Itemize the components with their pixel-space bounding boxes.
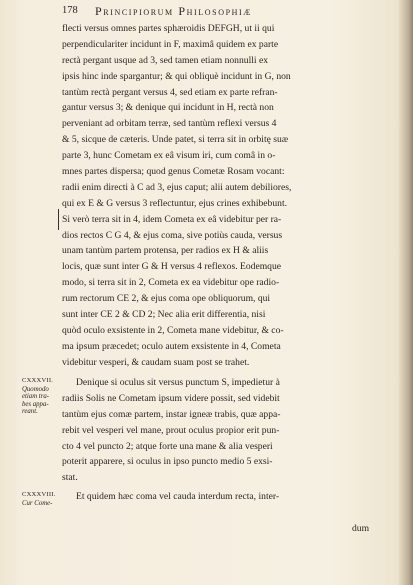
- text-line: parte 3, hunc Cometam ex eâ visum iri, cum comâ in o-: [62, 150, 276, 162]
- margin-note-line: Cur Come-: [22, 499, 53, 507]
- text-line: Denique si oculus sit versus punctum S, impedietur à: [76, 377, 280, 388]
- text-line: quòd oculo exsistente in 2, Cometa mane videbitur, & co-: [62, 324, 284, 336]
- text-line: unam tantùm partem protensa, per radios ex H & aliis: [62, 245, 269, 257]
- text-line: Si verò terra sit in 4, idem Cometa ex eâ videbitur per ra-: [62, 213, 282, 225]
- text-line: locis, quæ sunt inter G & H versus 4 reflexos. Eodemque: [62, 261, 282, 273]
- paragraph-2: [62, 375, 392, 486]
- text-line: rum rectorum CE 2, & ejus coma ope obliquorum, qui: [62, 293, 271, 305]
- text-line: perveniant ad orbitam terræ, sed tantùm reflexi versus 4: [62, 118, 277, 130]
- paragraph-3: [62, 489, 392, 505]
- text-line: modo, si terra sit in 2, Cometa ex ea videbitur ope radio-: [62, 277, 280, 289]
- text-line: ma ipsum præcedet; oculo autem exsistente in 4, Cometa: [62, 340, 281, 352]
- running-title: Principiorum Philosophiæ: [95, 4, 252, 18]
- text-line: poterit apparere, si oculus in ipso puncto medio 5 exsi-: [62, 456, 273, 468]
- margin-note-line: bes appa-: [22, 400, 49, 408]
- margin-note-138: [22, 491, 55, 507]
- text-line: dios rectos C G 4, & ejus coma, sive potiùs cauda, versus: [62, 229, 283, 241]
- text-line: & 5, sicque de cæteris. Unde patet, si terra sit in orbitę suæ: [62, 134, 289, 146]
- text-line: radiis Solis ne Cometam ipsum videre possit, sed videbit: [62, 392, 280, 404]
- page-header: [62, 5, 392, 21]
- text-line: ipsis hinc inde spargantur; & qui obliquè incidunt in G, non: [62, 70, 291, 82]
- text-line: qui ex E & G versus 3 reflectuntur, ejus crines exhibebunt.: [62, 197, 288, 209]
- text-line: gantur versus 3; & denique qui incidunt in H, rectà non: [62, 102, 274, 114]
- text-line: sunt inter CE 2 & CD 2; Nec alia erit differentia, nisi: [62, 309, 266, 321]
- text-line: cto 4 vel puncto 2; atque forte una mane & alia vesperi: [62, 440, 273, 452]
- margin-note-line: reant.: [22, 408, 38, 416]
- margin-note-137: [22, 377, 53, 416]
- catchword: dum: [352, 523, 370, 534]
- text-line: perpendiculariter incidunt in F, maximâ quidem ex parte: [62, 38, 279, 50]
- page-edge: [399, 0, 413, 585]
- text-line: tantùm ejus comæ partem, instar igneæ trabis, quæ appa-: [62, 408, 281, 420]
- text-line: flecti versus omnes partes sphæroidis DEFGH, ut ii qui: [62, 23, 275, 34]
- text-line: stat.: [62, 472, 78, 484]
- text-line: videbitur vesperi, & caudam suam post se trahet.: [62, 356, 250, 368]
- text-line: tantùm rectà pergant versus 4, sed etiam ex parte refran-: [62, 86, 278, 98]
- margin-note-line: etiam tra-: [22, 393, 49, 401]
- margin-note-number: CXXXVII.: [22, 377, 54, 384]
- text-line: Et quidem hæc coma vel cauda interdum recta, inter-: [76, 491, 280, 502]
- margin-note-line: Quomodo: [22, 385, 49, 393]
- text-line: rebit vel vesperi vel mane, prout oculus propior erit pun-: [62, 424, 280, 436]
- text-line: radii enim directi à C ad 3, ejus caput; alii autem debiliores,: [62, 181, 292, 193]
- text-line: rectà pergant usque ad 3, sed tamen etiam nonnulli ex: [62, 54, 269, 66]
- text-line: mnes partes dispersa; quod genus Cometæ Rosam vocant:: [62, 166, 285, 178]
- margin-note-number: CXXXVIII.: [22, 491, 56, 498]
- page-number: 178: [62, 5, 78, 16]
- paragraph-1: [62, 21, 392, 371]
